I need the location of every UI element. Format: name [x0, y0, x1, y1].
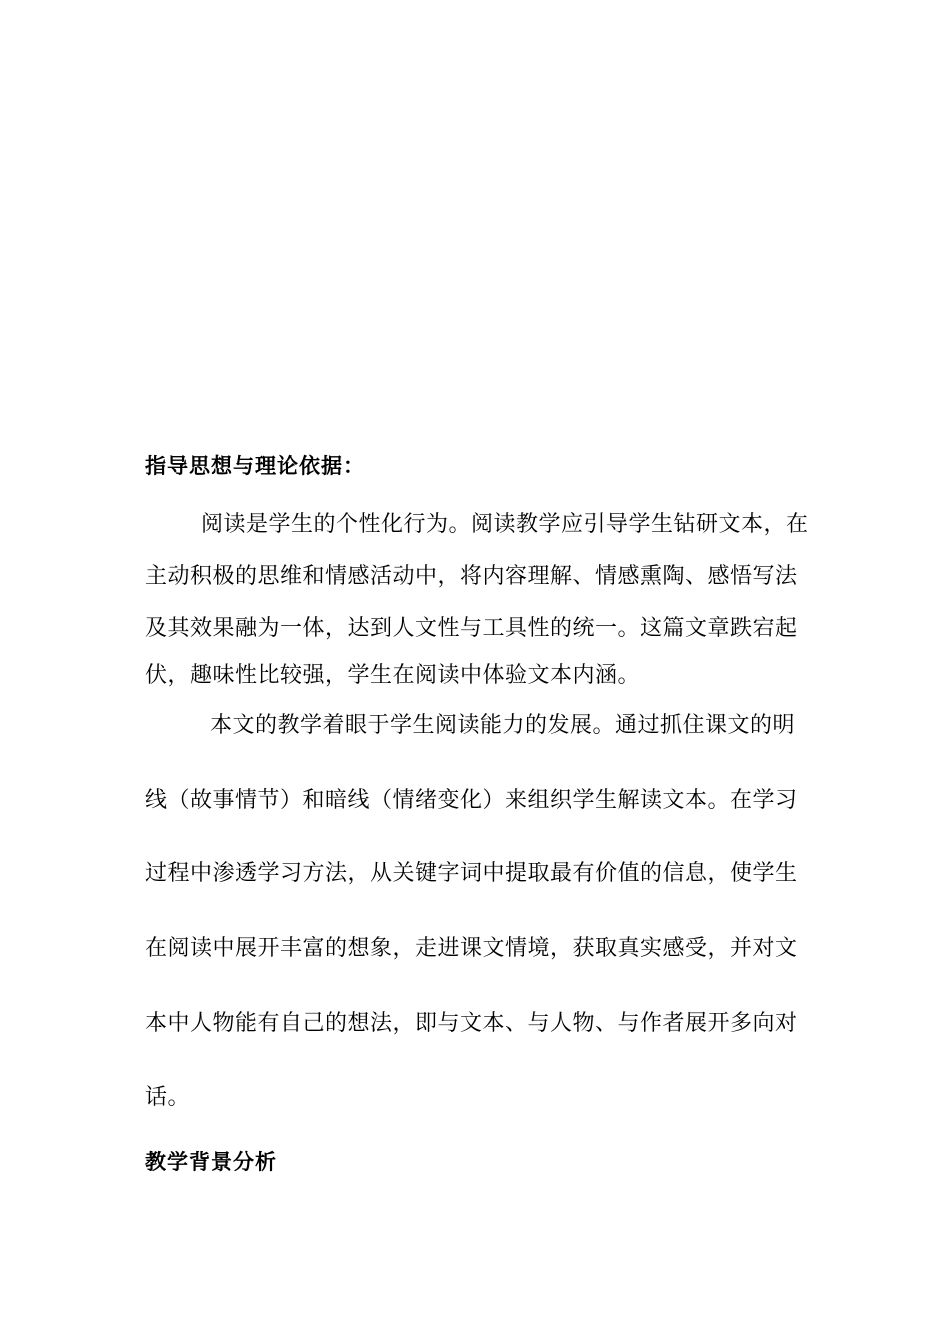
paragraph-line: 及其效果融为一体，达到人文性与工具性的统一。这篇文章跌宕起 [145, 616, 798, 641]
section-heading-guiding-ideas: 指导思想与理论依据： [145, 454, 365, 478]
paragraph-line: 在阅读中展开丰富的想象，走进课文情境，获取真实感受，并对文 [145, 936, 798, 961]
paragraph-line: 伏，趣味性比较强，学生在阅读中体验文本内涵。 [145, 663, 641, 688]
paragraph-line: 话。 [145, 1085, 191, 1110]
paragraph-line: 本文的教学着眼于学生阅读能力的发展。通过抓住课文的明 [210, 713, 796, 738]
paragraph-line: 本中人物能有自己的想法，即与文本、与人物、与作者展开多向对 [145, 1011, 798, 1036]
paragraph-line: 线（故事情节）和暗线（情绪变化）来组织学生解读文本。在学习 [145, 788, 798, 813]
paragraph-line: 过程中渗透学习方法，从关键字词中提取最有价值的信息，使学生 [145, 861, 798, 886]
section-heading-background-analysis: 教学背景分析 [145, 1150, 277, 1174]
paragraph-line: 主动积极的思维和情感活动中，将内容理解、情感熏陶、感悟写法 [145, 564, 798, 589]
paragraph-line: 阅读是学生的个性化行为。阅读教学应引导学生钻研文本，在 [201, 512, 809, 537]
